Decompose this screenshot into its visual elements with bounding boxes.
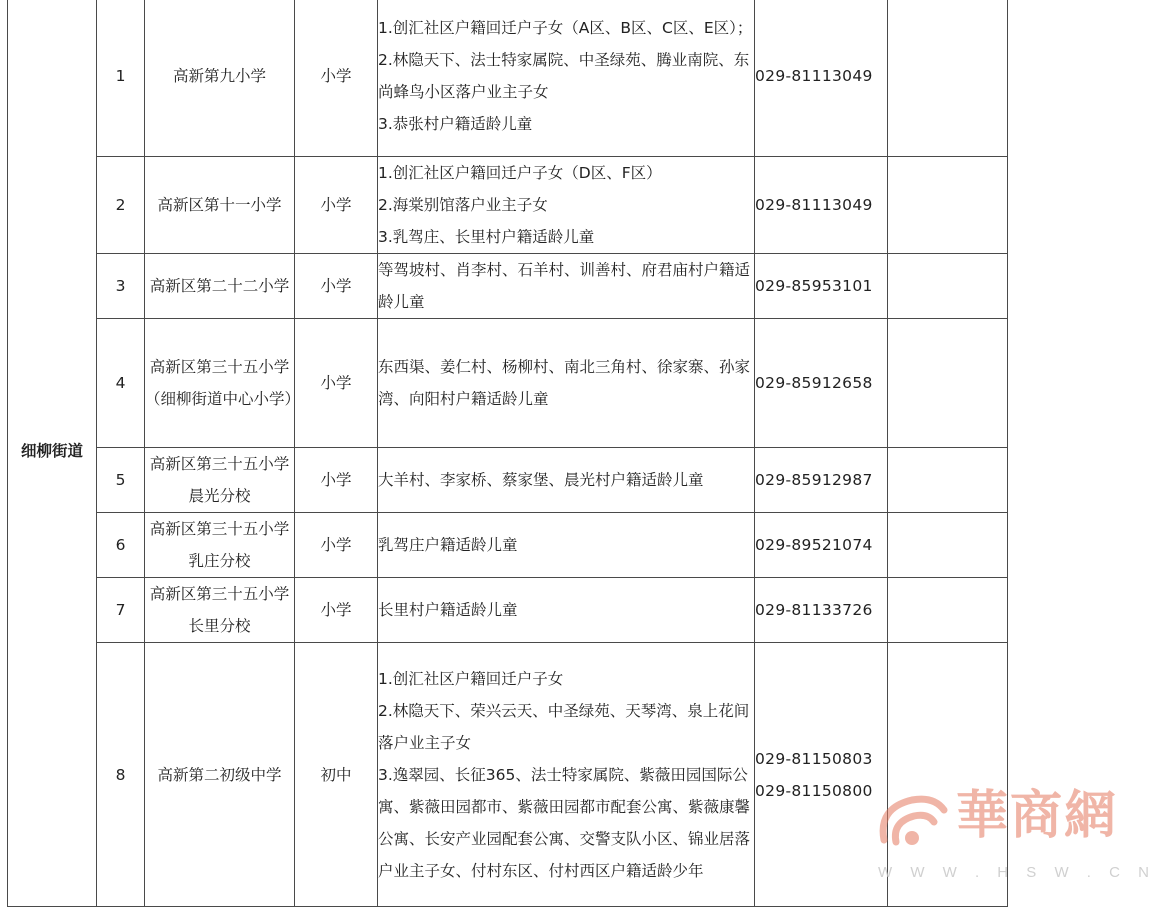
phone-number: 029-89521074 — [755, 536, 873, 554]
table-row — [8, 643, 1008, 907]
school-level: 小学 — [295, 254, 378, 319]
phone-number: 029-81133726 — [755, 601, 873, 619]
table-row — [8, 254, 1008, 319]
notes-cell — [888, 513, 1008, 578]
row-number: 1 — [97, 0, 145, 157]
enrollment-scope — [378, 319, 755, 448]
scope-line: 1.创汇社区户籍回迁户子女 — [378, 669, 564, 688]
notes-cell — [888, 0, 1008, 157]
row-number: 8 — [97, 643, 145, 907]
scope-line: 大羊村、李家桥、蔡家堡、晨光村户籍适龄儿童 — [378, 471, 704, 489]
hsw-domain-text: W W W . H S W . C N — [878, 864, 1156, 881]
phone-number: 029-81150800 — [755, 781, 873, 800]
notes-cell — [888, 157, 1008, 254]
contact-phone — [755, 157, 888, 254]
school-level: 初中 — [295, 643, 378, 907]
school-level: 小学 — [295, 448, 378, 513]
hsw-logo-text: 華商網 — [956, 785, 1119, 846]
phone-number: 029-81113049 — [755, 196, 873, 214]
enrollment-scope — [378, 513, 755, 578]
phone-number: 029-81150803 — [755, 749, 873, 768]
phone-number: 029-81113049 — [755, 66, 873, 85]
scope-line: 2.海棠别馆落户业主子女 — [378, 196, 548, 214]
school-name-text: 高新区第三十五小学 — [149, 358, 290, 376]
table-row — [8, 513, 1008, 578]
school-name — [145, 254, 295, 319]
school-name — [145, 643, 295, 907]
notes-cell — [888, 448, 1008, 513]
district-cell — [8, 0, 97, 907]
school-name — [145, 157, 295, 254]
phone-number: 029-85912658 — [755, 374, 873, 392]
enrollment-scope — [378, 643, 755, 907]
notes-cell — [888, 254, 1008, 319]
table-row — [8, 578, 1008, 643]
school-level: 小学 — [295, 0, 378, 157]
enrollment-scope — [378, 157, 755, 254]
row-number: 2 — [97, 157, 145, 254]
enrollment-scope — [378, 254, 755, 319]
school-level: 小学 — [295, 578, 378, 643]
row-number: 5 — [97, 448, 145, 513]
enrollment-scope — [378, 0, 755, 157]
table-row — [8, 448, 1008, 513]
contact-phone — [755, 448, 888, 513]
table-row — [8, 157, 1008, 254]
school-name — [145, 0, 295, 157]
district-label: 细柳街道 — [20, 441, 83, 460]
phone-number: 029-85912987 — [755, 471, 873, 489]
school-name-text: 高新区第三十五小学乳庄分校 — [149, 520, 290, 570]
scope-line: 1.创汇社区户籍回迁户子女（D区、F区） — [378, 164, 662, 182]
row-number: 3 — [97, 254, 145, 319]
school-name — [145, 513, 295, 578]
school-name-text: 高新区第二十二小学 — [149, 277, 290, 295]
contact-phone — [755, 643, 888, 907]
contact-phone — [755, 578, 888, 643]
school-name-text: 高新区第十一小学 — [157, 196, 282, 214]
school-name-text: 高新区第三十五小学长里分校 — [149, 585, 290, 635]
contact-phone — [755, 0, 888, 157]
contact-phone — [755, 319, 888, 448]
enrollment-scope — [378, 578, 755, 643]
contact-phone — [755, 513, 888, 578]
notes-cell — [888, 643, 1008, 907]
school-enrollment-table — [7, 0, 1008, 907]
scope-line: 3.逸翠园、长征365、法士特家属院、紫薇田园国际公寓、紫薇田园都市、紫薇田园都市配套公寓、紫薇康馨公寓、长安产业园配套公寓、交警支队小区、锦业居落户业主子女、付村东区、付村西区户籍适龄少年 — [378, 765, 751, 880]
school-name — [145, 578, 295, 643]
school-name-text: 高新第九小学 — [172, 66, 266, 85]
table-row — [8, 319, 1008, 448]
notes-cell — [888, 319, 1008, 448]
scope-line: 长里村户籍适龄儿童 — [378, 601, 518, 619]
school-level: 小学 — [295, 513, 378, 578]
scope-line: 2.林隐天下、荣兴云天、中圣绿苑、天琴湾、泉上花间落户业主子女 — [378, 701, 750, 752]
contact-phone — [755, 254, 888, 319]
notes-cell — [888, 578, 1008, 643]
school-level: 小学 — [295, 157, 378, 254]
school-level: 小学 — [295, 319, 378, 448]
row-number: 6 — [97, 513, 145, 578]
school-name — [145, 319, 301, 448]
row-number: 7 — [97, 578, 145, 643]
school-name-note: （细柳街道中心小学） — [145, 390, 301, 408]
table-row — [8, 0, 1008, 157]
scope-line: 东西渠、姜仁村、杨柳村、南北三角村、徐家寨、孙家湾、向阳村户籍适龄儿童 — [378, 358, 751, 408]
phone-number: 029-85953101 — [755, 277, 873, 295]
row-number: 4 — [97, 319, 145, 448]
school-name-text: 高新区第三十五小学晨光分校 — [149, 455, 290, 505]
scope-line: 3.乳驾庄、长里村户籍适龄儿童 — [378, 228, 595, 246]
scope-line: 乳驾庄户籍适龄儿童 — [378, 536, 518, 554]
scope-line: 3.恭张村户籍适龄儿童 — [378, 114, 533, 133]
scope-line: 2.林隐天下、法士特家属院、中圣绿苑、腾业南院、东尚蜂鸟小区落户业主子女 — [378, 50, 750, 101]
school-name-text: 高新第二初级中学 — [157, 765, 282, 784]
enrollment-scope — [378, 448, 755, 513]
scope-line: 1.创汇社区户籍回迁户子女（A区、B区、C区、E区）； — [378, 18, 753, 37]
school-name — [145, 448, 295, 513]
scope-line: 等驾坡村、肖李村、石羊村、训善村、府君庙村户籍适龄儿童 — [378, 261, 751, 311]
